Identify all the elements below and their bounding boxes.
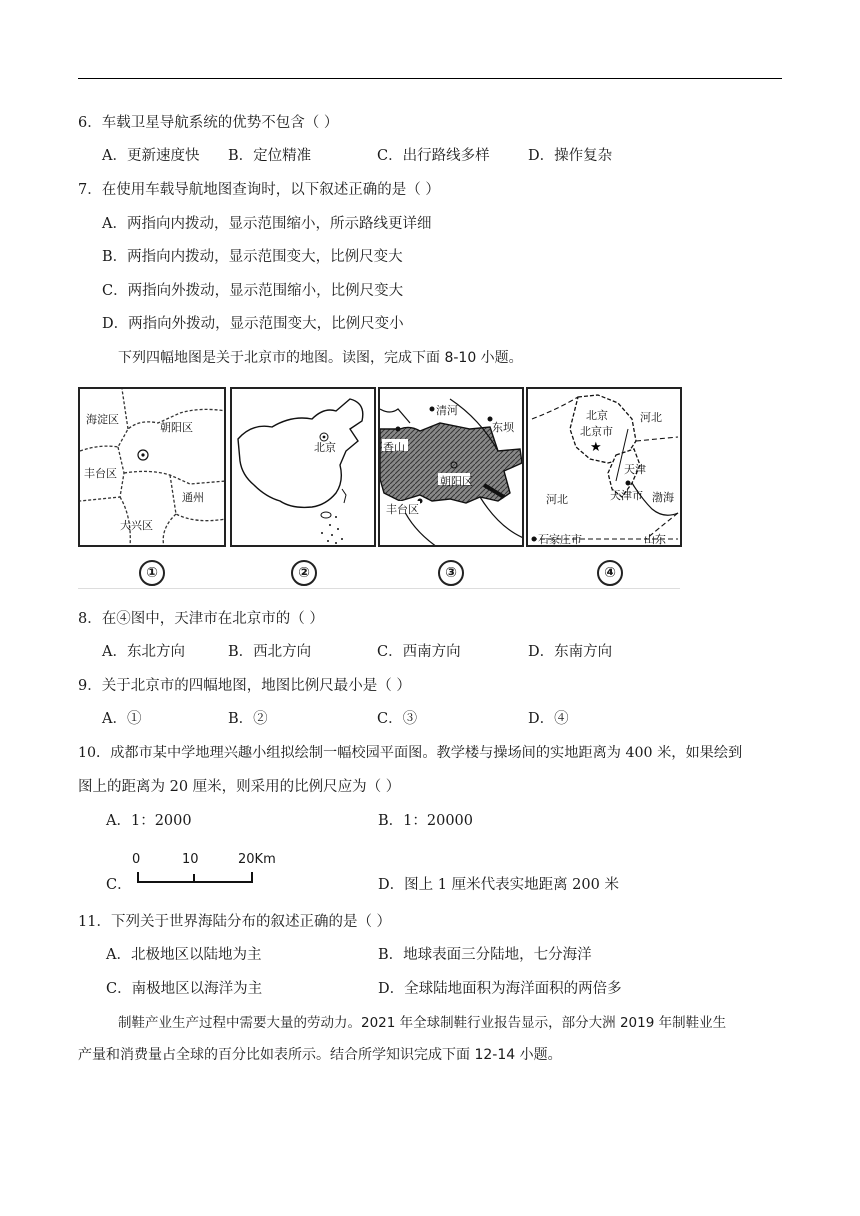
map-1-label-chaoyang: 朝阳区 (160, 421, 193, 434)
q10-scale-bar (122, 852, 276, 892)
map-1-label-haidian: 海淀区 (86, 413, 119, 426)
q8-option-b[interactable]: B．西北方向 (228, 644, 312, 660)
q10-option-a[interactable]: A．1：2000 (106, 813, 192, 829)
question-8-stem: 8．在④图中，天津市在北京市的（ ） (78, 611, 324, 627)
q11-option-d[interactable]: D．全球陆地面积为海洋面积的两倍多 (378, 981, 622, 997)
q11-option-a[interactable]: A．北极地区以陆地为主 (106, 947, 262, 963)
q8-option-a[interactable]: A．东北方向 (102, 644, 185, 660)
q7-option-d[interactable]: D．两指向外拨动，显示范围变大，比例尺变小 (102, 316, 404, 332)
q11-option-c[interactable]: C．南极地区以海洋为主 (106, 981, 263, 997)
map-4-label-hebei: 河北 (546, 493, 568, 506)
map-3-label-chaoyang: 朝阳区 (440, 475, 473, 488)
map-4-label-tianjin: 天津 (624, 463, 646, 476)
scale-tick-10: 10 (182, 852, 199, 867)
map-1 (78, 387, 226, 547)
question-11-stem: 11．下列关于世界海陆分布的叙述正确的是（ ） (78, 914, 392, 930)
map-2 (230, 387, 376, 547)
q6-option-a[interactable]: A．更新速度快 (102, 148, 200, 164)
map-1-number: ① (139, 560, 165, 586)
intro-12-14-line2: 产量和消费量占全球的百分比如表所示。结合所学知识完成下面 12-14 小题。 (78, 1047, 562, 1063)
q11-option-b[interactable]: B．地球表面三分陆地，七分海洋 (378, 947, 592, 963)
q7-option-a[interactable]: A．两指向内拨动，显示范围缩小，所示路线更详细 (102, 216, 432, 232)
q10-option-b[interactable]: B．1：20000 (378, 813, 474, 829)
q9-option-b[interactable]: B．② (228, 711, 268, 727)
q7-option-b[interactable]: B．两指向内拨动，显示范围变大，比例尺变大 (102, 249, 403, 265)
scale-tick-0: 0 (132, 852, 141, 867)
map-2-label-beijing: 北京 (314, 441, 336, 454)
q6-option-c[interactable]: C．出行路线多样 (377, 148, 490, 164)
q6-option-d[interactable]: D．操作复杂 (528, 148, 613, 164)
map-1-label-tongzhou: 通州 (182, 491, 204, 504)
question-6-stem: 6．车载卫星导航系统的优势不包含（ ） (78, 115, 339, 131)
map-2-china-outline (232, 389, 376, 547)
q7-option-c[interactable]: C．两指向外拨动，显示范围缩小，比例尺变大 (102, 283, 404, 299)
intro-12-14-line1: 制鞋产业生产过程中需要大量的劳动力。2021 年全球制鞋行业报告显示，部分大洲 2019 年制鞋业生 (118, 1015, 727, 1031)
q9-option-c[interactable]: C．③ (377, 711, 418, 727)
map-4-label-beijing: 北京 (586, 409, 608, 422)
scale-tick-20: 20Km (238, 852, 276, 867)
map-4-number: ④ (597, 560, 623, 586)
map-3-label-dongba: 东坝 (492, 421, 514, 434)
map-3-label-qinghe: 清河 (436, 404, 458, 417)
map-2-number: ② (291, 560, 317, 586)
question-10-stem-line2: 图上的距离为 20 厘米，则采用的比例尺应为（ ） (78, 779, 401, 795)
svg-text:★: ★ (590, 440, 602, 455)
map-4-label-beijing-city: 北京市 (580, 425, 613, 438)
map-3 (378, 387, 524, 547)
map-4-label-shandong: 山东 (644, 533, 666, 546)
question-10-stem-line1: 10．成都市某中学地理兴趣小组拟绘制一幅校园平面图。教学楼与操场间的实地距离为 400 米，如果绘到 (78, 745, 743, 761)
q9-option-a[interactable]: A．① (102, 711, 142, 727)
q10-option-d[interactable]: D．图上 1 厘米代表实地距离 200 米 (378, 877, 619, 893)
map-4-label-hebei-north: 河北 (640, 411, 662, 424)
intro-8-10: 下列四幅地图是关于北京市的地图。读图，完成下面 8-10 小题。 (118, 350, 523, 366)
map-3-label-xiangshan: 香山 (383, 441, 405, 454)
map-1-label-fengtai: 丰台区 (84, 467, 117, 480)
map-4-label-tianjin-city: 天津市 (610, 489, 643, 502)
header-rule (78, 78, 782, 79)
question-9-stem: 9．关于北京市的四幅地图，地图比例尺最小是（ ） (78, 678, 411, 694)
q10-option-c[interactable]: C． (106, 877, 132, 893)
map-3-number: ③ (438, 560, 464, 586)
q6-option-b[interactable]: B．定位精准 (228, 148, 312, 164)
question-7-stem: 7．在使用车载导航地图查询时，以下叙述正确的是（ ） (78, 182, 440, 198)
map-3-label-fengtai: 丰台区 (386, 503, 419, 516)
figure-divider (78, 588, 680, 589)
scale-bar-line (122, 852, 272, 892)
map-4-label-bohai: 渤海 (652, 491, 674, 504)
map-4 (526, 387, 682, 547)
q9-option-d[interactable]: D．④ (528, 711, 569, 727)
q8-option-c[interactable]: C．西南方向 (377, 644, 461, 660)
map-1-label-daxing: 大兴区 (120, 519, 153, 532)
map-4-label-shijiazhuang: 石家庄市 (538, 533, 582, 546)
q8-option-d[interactable]: D．东南方向 (528, 644, 613, 660)
